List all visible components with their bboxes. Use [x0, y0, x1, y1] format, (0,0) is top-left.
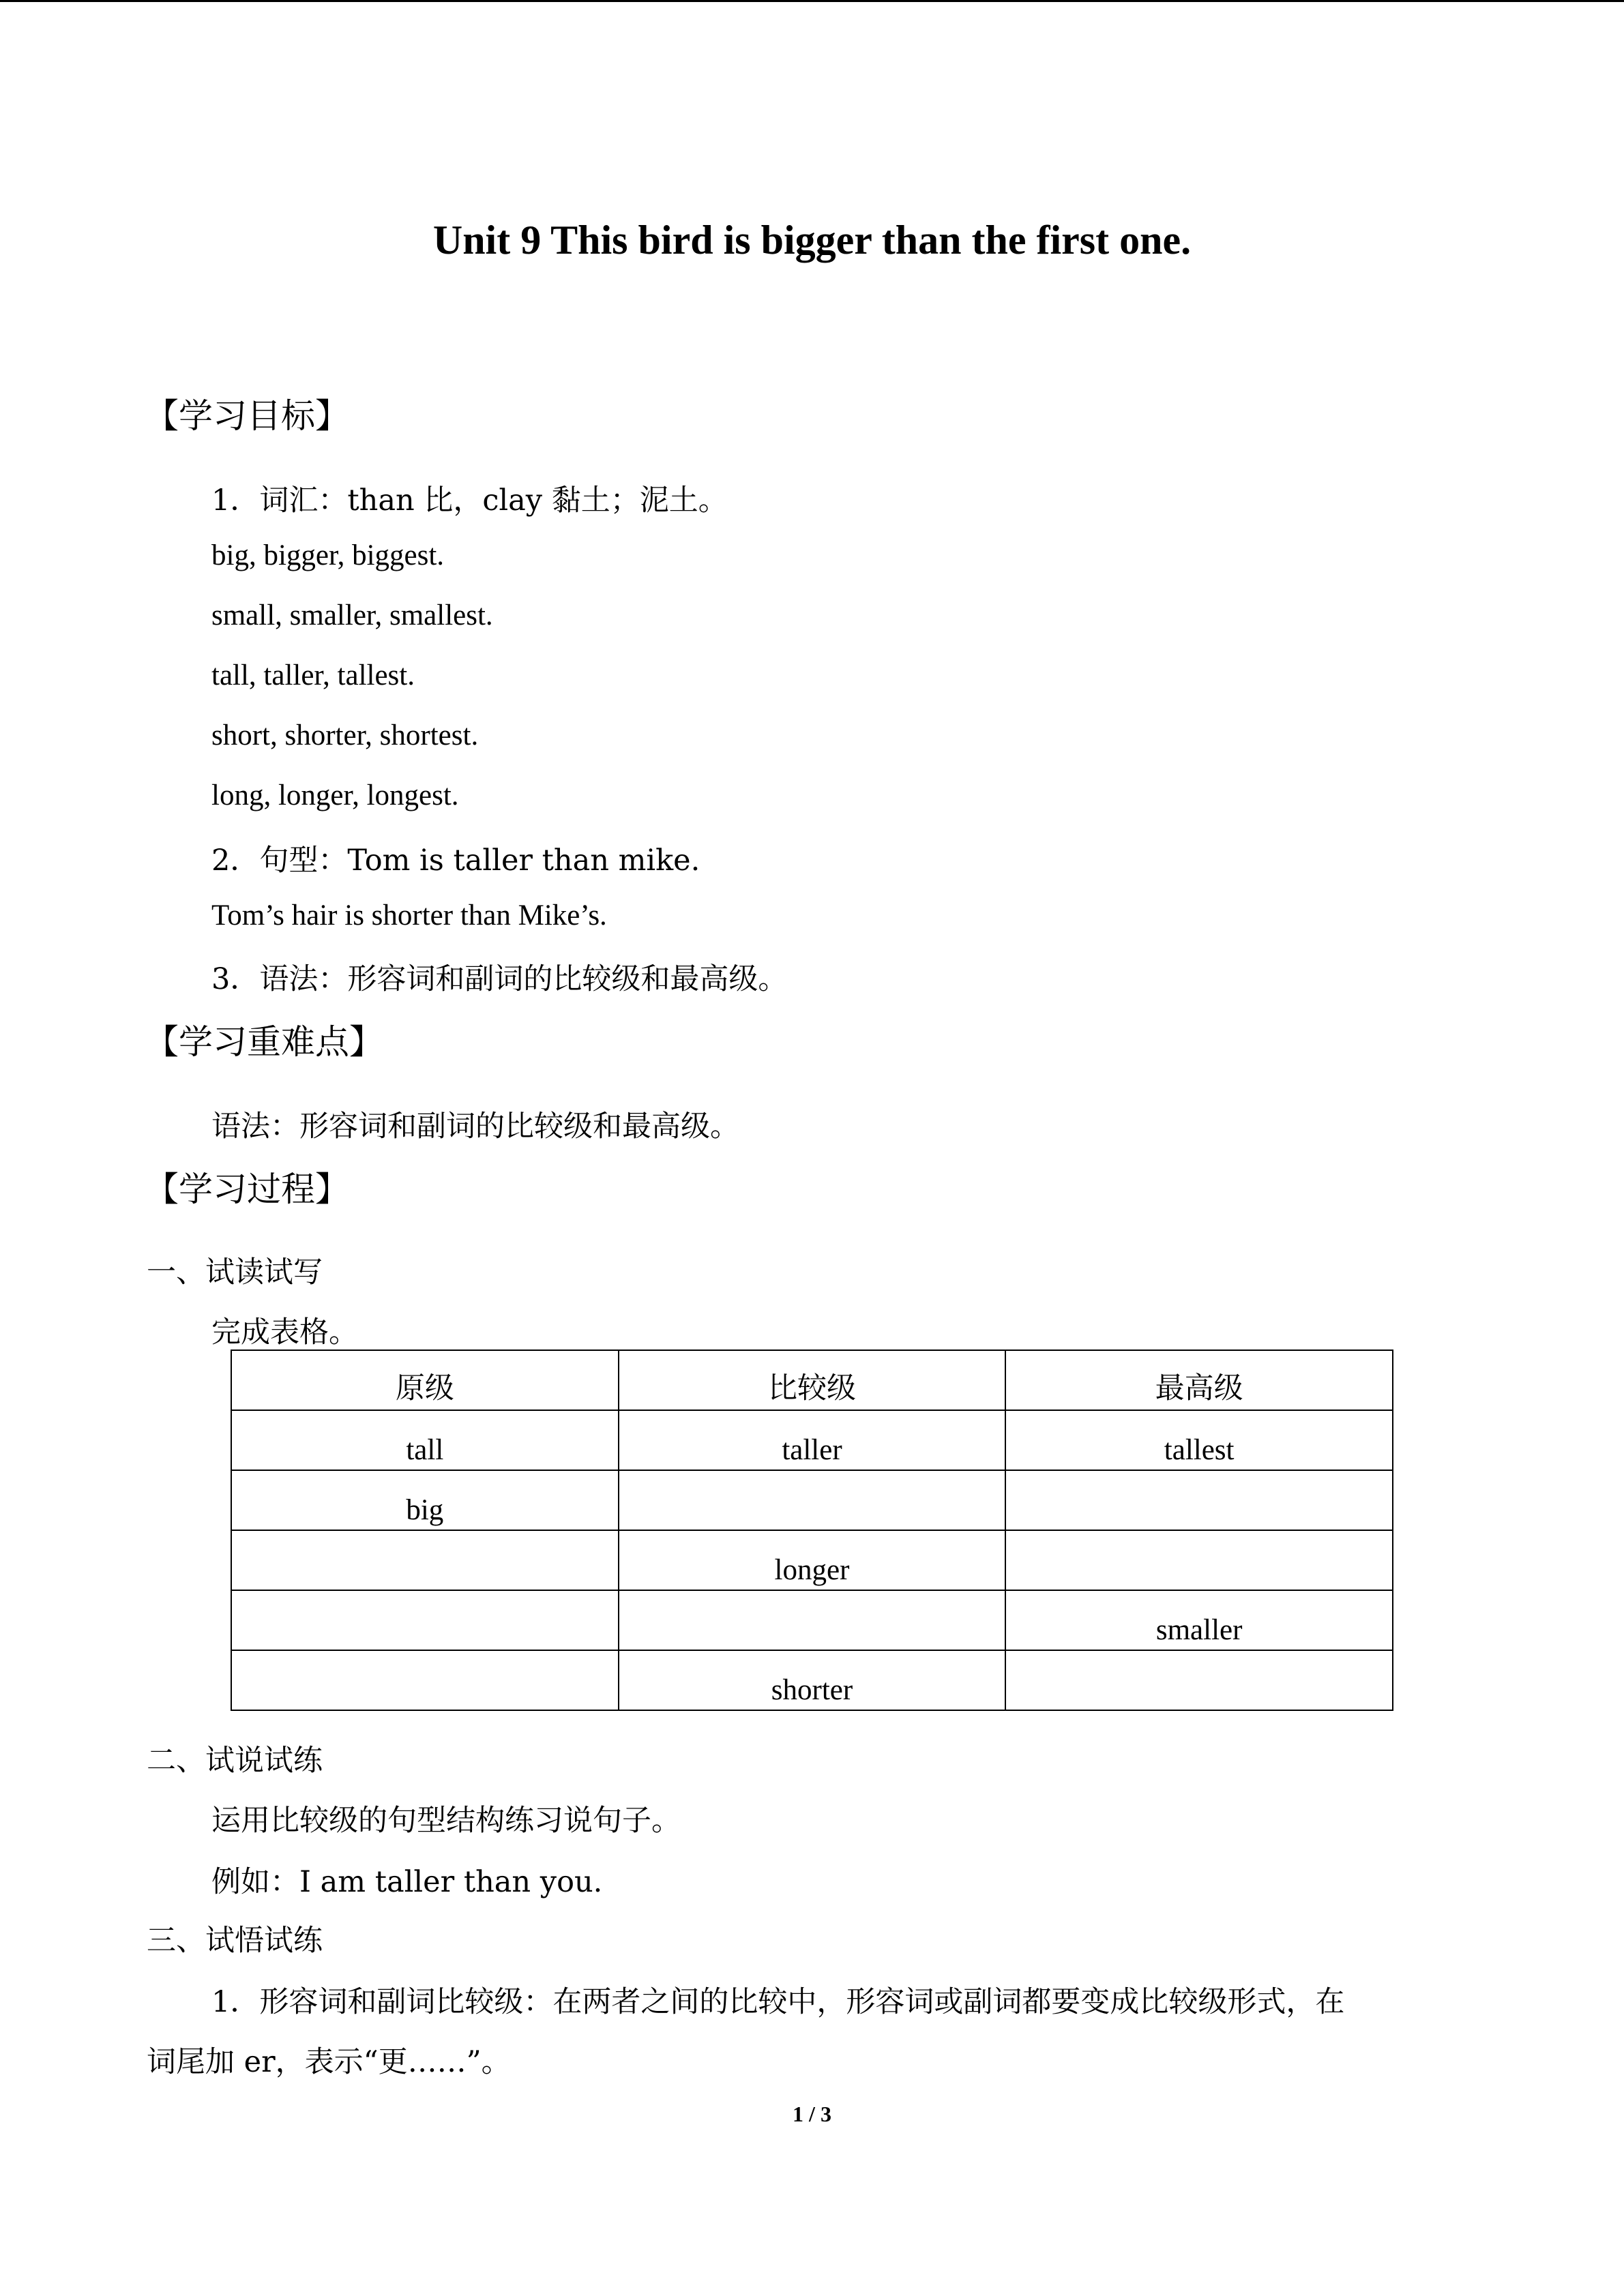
word-list-item: small, smaller, smallest.	[211, 599, 493, 631]
table-header-cell: 比较级	[619, 1350, 1006, 1410]
objective-pattern-example: Tom’s hair is shorter than Mike’s.	[211, 899, 607, 931]
table-cell: tallest	[1005, 1410, 1393, 1470]
part2-text: 运用比较级的句型结构练习说句子。	[211, 1804, 681, 1838]
table-cell	[1005, 1530, 1393, 1590]
table-cell: smaller	[1005, 1590, 1393, 1650]
table-cell	[231, 1530, 619, 1590]
table-row	[231, 1650, 1393, 1710]
comparison-table	[231, 1350, 1393, 1711]
word-list-item: big, bigger, biggest.	[211, 539, 445, 571]
document-title: Unit 9 This bird is bigger than the first one.	[432, 218, 1192, 263]
table-row	[231, 1530, 1393, 1590]
objective-grammar: 3．语法：形容词和副词的比较级和最高级。	[211, 962, 788, 996]
word-list-item: tall, taller, tallest.	[211, 659, 415, 691]
table-cell	[1005, 1650, 1393, 1710]
table-cell	[1005, 1470, 1393, 1530]
page-number: 1 / 3	[793, 2102, 831, 2126]
part3-line1: 1．形容词和副词比较级：在两者之间的比较中，形容词或副词都要变成比较级形式，在	[211, 1985, 1345, 2019]
table-cell	[231, 1650, 619, 1710]
part3-line2: 词尾加 er，表示“更……”。	[147, 2045, 511, 2079]
section-heading-key-points: 【学习重难点】	[145, 1022, 383, 1062]
part1-instruction: 完成表格。	[211, 1315, 358, 1350]
part1-title: 一、试读试写	[147, 1255, 323, 1289]
table-cell: shorter	[619, 1650, 1006, 1710]
section-heading-objectives: 【学习目标】	[145, 396, 349, 436]
key-points-text: 语法：形容词和副词的比较级和最高级。	[211, 1109, 739, 1144]
table-cell: taller	[619, 1410, 1006, 1470]
page-top-border	[0, 0, 1624, 2]
table-row	[231, 1590, 1393, 1650]
section-heading-process: 【学习过程】	[145, 1169, 349, 1209]
word-list-item: short, shorter, shortest.	[211, 719, 479, 751]
part3-title: 三、试悟试练	[147, 1924, 323, 1958]
table-cell: big	[231, 1470, 619, 1530]
table-header-cell: 原级	[231, 1350, 619, 1410]
table-cell	[619, 1590, 1006, 1650]
table-cell: longer	[619, 1530, 1006, 1590]
table-cell	[619, 1470, 1006, 1530]
table-row	[231, 1470, 1393, 1530]
word-list-item: long, longer, longest.	[211, 779, 459, 811]
objective-pattern: 2．句型：Tom is taller than mike.	[211, 844, 700, 878]
table-row	[231, 1410, 1393, 1470]
part2-title: 二、试说试练	[147, 1744, 323, 1778]
table-header-row	[231, 1350, 1393, 1410]
objective-vocab: 1．词汇：than 比，clay 黏土；泥土。	[211, 483, 728, 518]
part2-example: 例如：I am taller than you.	[211, 1865, 603, 1899]
table-header-cell: 最高级	[1005, 1350, 1393, 1410]
table-cell: tall	[231, 1410, 619, 1470]
table-cell	[231, 1590, 619, 1650]
